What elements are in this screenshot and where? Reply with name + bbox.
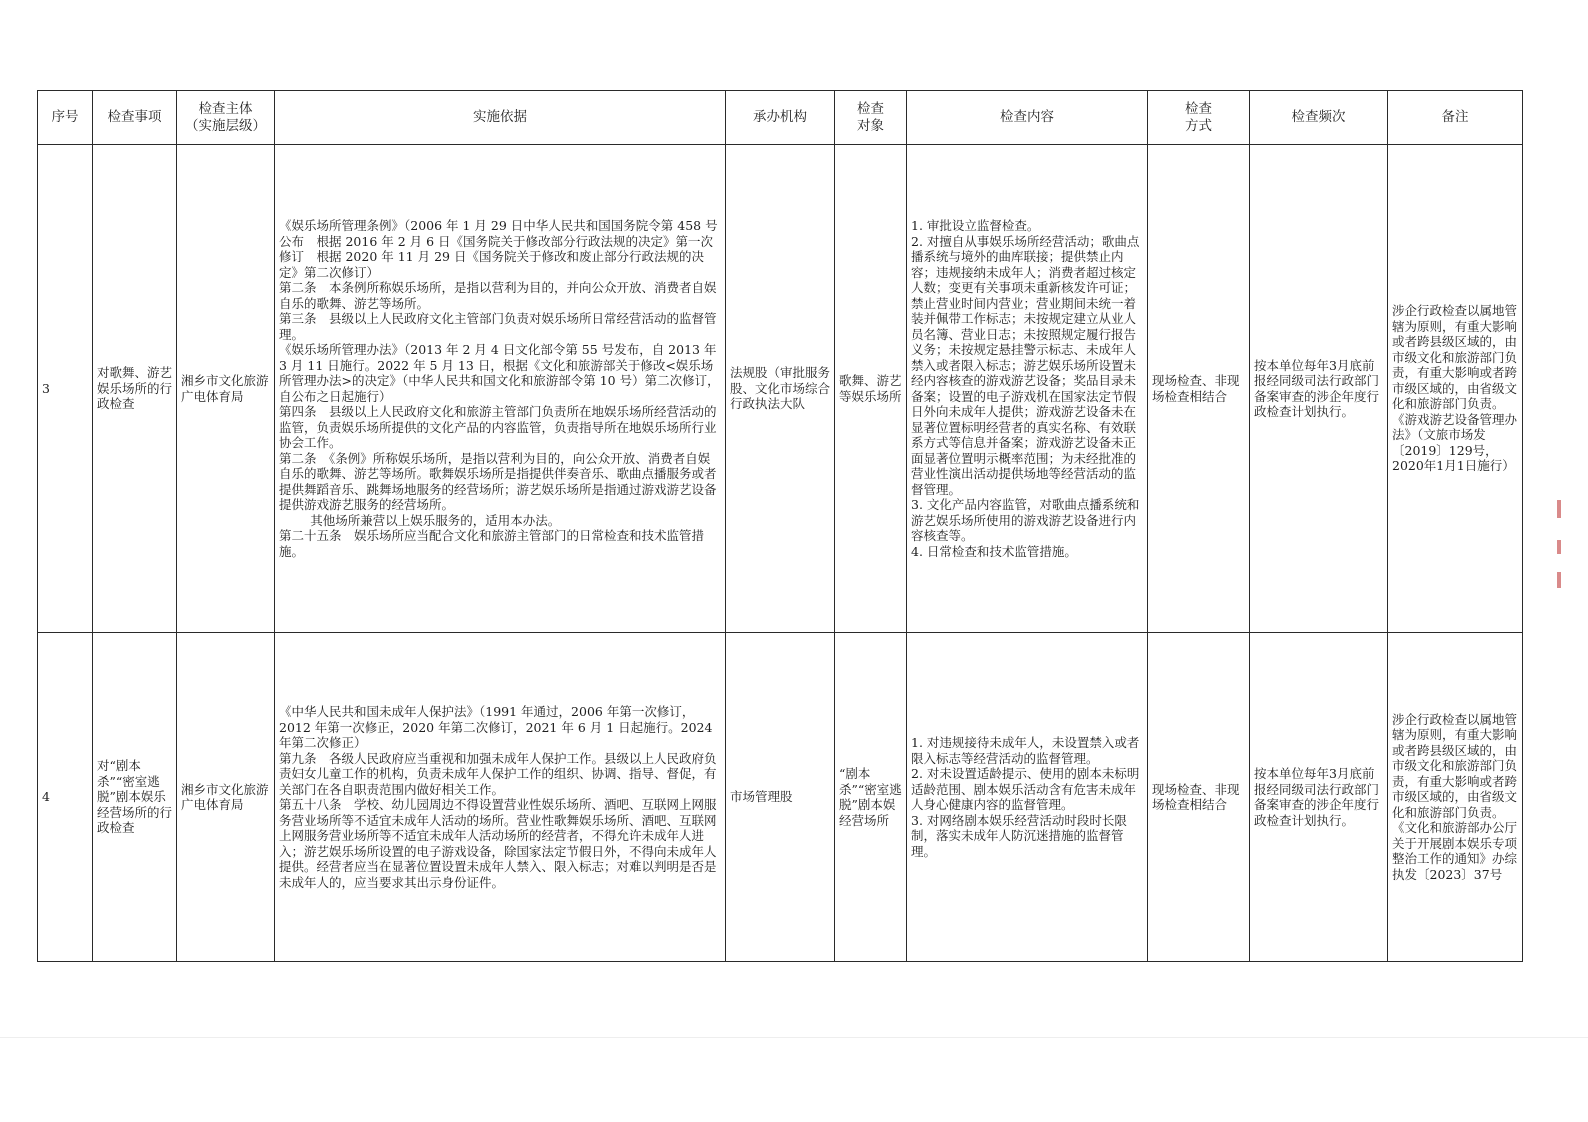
cell-subject: 湘乡市文化旅游广电体育局 [177, 145, 275, 633]
content-item: 4. 日常检查和技术监管措施。 [911, 543, 1077, 559]
cell-item: 对“剧本杀”“密室逃脱”剧本娱乐经营场所的行政检查 [93, 633, 177, 962]
cell-item: 对歌舞、游艺娱乐场所的行政检查 [93, 145, 177, 633]
header-content: 检查内容 [907, 91, 1148, 145]
scan-edge-line [0, 1037, 1588, 1038]
basis-paragraph: 第二条 本条例所称娱乐场所，是指以营利为目的，并向公众开放、消费者自娱自乐的歌舞、游艺等场所。 [279, 280, 717, 311]
cell-seq: 3 [38, 145, 93, 633]
content-item: 1. 审批设立监督检查。 [911, 218, 1040, 233]
basis-paragraph: 第三条 县级以上人民政府文化主管部门负责对娱乐场所日常经营活动的监督管理。 [279, 311, 717, 342]
basis-paragraph: 第五十八条 学校、幼儿园周边不得设置营业性娱乐场所、酒吧、互联网上网服务营业场所等不适宜未成年人活动的场所。营业性歌舞娱乐场所、酒吧、互联网上网服务营业场所等不适宜未成年人活动场所的经营者，不得允许未成年人进入；游艺娱乐场所设置的电子游戏设备，除国家法定节假日外，不得向未成年人提供。经营者应当在显著位置设置未成年人禁入、限入标志；对难以判明是否是未成年人的，应当要求其出示身份证件。 [279, 797, 717, 890]
cell-target: 歌舞、游艺等娱乐场所 [835, 145, 907, 633]
content-item: 3. 对网络剧本娱乐经营活动时段时长限制，落实未成年人防沉迷措施的监督管理。 [911, 812, 1127, 859]
cell-content [907, 145, 1148, 633]
cell-basis [275, 145, 726, 633]
seal-edge-mark [1557, 540, 1561, 554]
cell-frequency: 按本单位每年3月底前报经同级司法行政部门备案审查的涉企年度行政检查计划执行。 [1250, 145, 1388, 633]
cell-remark: 涉企行政检查以属地管辖为原则，有重大影响或者跨县级区域的，由市级文化和旅游部门负责，有重大影响或者跨市级区域的，由省级文化和旅游部门负责。《游戏游艺设备管理办法》（文旅市场发〔2019〕129号，2020年1月1日施行） [1388, 145, 1523, 633]
basis-paragraph: 第二条 《条例》所称娱乐场所，是指以营利为目的，向公众开放、消费者自娱自乐的歌舞、游艺等场所。歌舞娱乐场所是指提供伴奏音乐、歌曲点播服务或者提供舞蹈音乐、跳舞场地服务的经营场所；游艺娱乐场所是指通过游戏游艺设备提供游戏游艺服务的经营场所。 [279, 450, 717, 512]
header-seq: 序号 [38, 91, 93, 145]
cell-frequency: 按本单位每年3月底前报经同级司法行政部门备案审查的涉企年度行政检查计划执行。 [1250, 633, 1388, 962]
header-target: 检查 对象 [835, 91, 907, 145]
cell-target: “剧本杀”“密室逃脱”剧本娱经营场所 [835, 633, 907, 962]
header-basis: 实施依据 [275, 91, 726, 145]
cell-subject: 湘乡市文化旅游广电体育局 [177, 633, 275, 962]
seal-edge-mark [1557, 572, 1561, 588]
header-frequency: 检查频次 [1250, 91, 1388, 145]
header-item: 检查事项 [93, 91, 177, 145]
cell-agency: 法规股（审批服务股、文化市场综合行政执法大队 [726, 145, 835, 633]
cell-seq: 4 [38, 633, 93, 962]
header-subject: 检查主体 （实施层级） [177, 91, 275, 145]
cell-content [907, 633, 1148, 962]
cell-method: 现场检查、非现场检查相结合 [1148, 633, 1250, 962]
basis-paragraph: 第四条 县级以上人民政府文化和旅游主管部门负责所在地娱乐场所经营活动的监管，负责娱乐场所提供的文化产品的内容监管，负责指导所在地娱乐场所行业协会工作。 [279, 404, 717, 450]
cell-agency: 市场管理股 [726, 633, 835, 962]
cell-basis [275, 633, 726, 962]
content-item: 2. 对擅自从事娱乐场所经营活动；歌曲点播系统与境外的曲库联接；提供禁止内容；违规接纳未成年人；消费者超过核定人数；变更有关事项未重新核发许可证；禁止营业时间内营业；营业期间未统一着装并佩带工作标志；未按规定建立从业人员名簿、营业日志；未按照规定履行报告义务；未按规定悬挂警示标志、未成年人禁入或者限入标志；游艺娱乐场所设置未经内容核查的游戏游艺设备；奖品目录未备案；设置的电子游戏机在国家法定节假日外向未成年人提供；游戏游艺设备未在显著位置标明经营者的真实名称、有效联系方式等信息并备案；游戏游艺设备未正面显著位置明示概率范围；为未经批准的营业性演出活动提供场地等经营活动的监督管理。 [911, 233, 1140, 497]
table-row [38, 145, 1523, 633]
basis-paragraph: 第二十五条 娱乐场所应当配合文化和旅游主管部门的日常检查和技术监管措施。 [279, 528, 705, 559]
cell-method: 现场检查、非现场检查相结合 [1148, 145, 1250, 633]
content-item: 2. 对未设置适龄提示、使用的剧本未标明适龄范围、剧本娱乐活动含有危害未成年人身心健康内容的监督管理。 [911, 766, 1140, 812]
header-method: 检查 方式 [1148, 91, 1250, 145]
basis-paragraph: 《中华人民共和国未成年人保护法》（1991 年通过，2006 年第一次修订，2012 年第一次修正，2020 年第二次修订，2021 年 6 月 1 日起施行。2024 年第二次修正） [279, 704, 717, 750]
header-agency: 承办机构 [726, 91, 835, 145]
cell-remark: 涉企行政检查以属地管辖为原则，有重大影响或者跨县级区域的，由市级文化和旅游部门负责，有重大影响或者跨市级区域的，由省级文化和旅游部门负责。《文化和旅游部办公厅关于开展剧本娱乐专项整治工作的通知》办综执发〔2023〕37号 [1388, 633, 1523, 962]
basis-paragraph: 其他场所兼营以上娱乐服务的，适用本办法。 [310, 512, 561, 528]
header-row [38, 91, 1523, 145]
content-item: 3. 文化产品内容监管，对歌曲点播系统和游艺娱乐场所使用的游戏游艺设备进行内容核查等。 [911, 497, 1140, 543]
table-row [38, 633, 1523, 962]
content-item: 1. 对违规接待未成年人，未设置禁入或者限入标志等经营活动的监督管理。 [911, 735, 1140, 766]
basis-paragraph: 《娱乐场所管理办法》（2013 年 2 月 4 日文化部令第 55 号发布，自 2013 年 3 月 11 日施行。2022 年 5 月 13 日，根据《文化和旅游部关于修改<娱乐场所管理办法>的决定》（中华人民共和国文化和旅游部令第 10 号）第二次修订，自公布之日起施行） [279, 342, 721, 404]
basis-paragraph: 《娱乐场所管理条例》（2006 年 1 月 29 日中华人民共和国国务院令第 458 号公布 根据 2016 年 2 月 6 日《国务院关于修改部分行政法规的决定》第一次修订 根据 2020 年 11 月 29 日《国务院关于修改和废止部分行政法规的决定》第二次修订） [279, 218, 718, 280]
seal-edge-mark [1557, 500, 1561, 518]
header-remark: 备注 [1388, 91, 1523, 145]
inspection-table [37, 90, 1523, 962]
basis-paragraph: 第九条 各级人民政府应当重视和加强未成年人保护工作。县级以上人民政府负责妇女儿童工作的机构，负责未成年人保护工作的组织、协调、指导、督促，有关部门在各自职责范围内做好相关工作。 [279, 750, 717, 797]
